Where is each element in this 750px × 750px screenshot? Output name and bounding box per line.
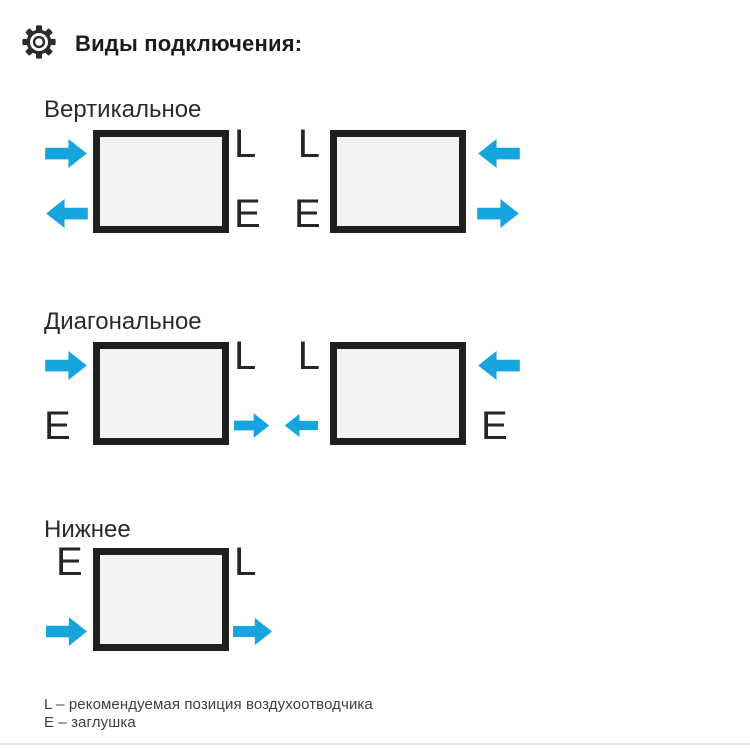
section-title-vertical: Вертикальное	[44, 96, 202, 123]
port-label-vent: L	[234, 540, 257, 584]
bottom-divider	[0, 743, 750, 745]
port-label-vent: L	[234, 334, 257, 378]
port-label-plug: E	[481, 404, 508, 448]
radiator-rect	[93, 548, 229, 651]
port-label-plug: E	[44, 404, 71, 448]
radiator-rect	[93, 130, 229, 233]
radiator-rect	[330, 342, 466, 445]
legend-line-plug: E – заглушка	[44, 714, 136, 731]
flow-out-arrow-icon	[284, 410, 318, 441]
flow-in-arrow-icon	[46, 616, 88, 647]
flow-in-arrow-icon	[45, 350, 88, 381]
port-label-plug: E	[294, 192, 321, 236]
port-label-plug: E	[56, 540, 83, 584]
section-title-diagonal: Диагональное	[44, 308, 202, 335]
radiator-rect	[93, 342, 229, 445]
flow-in-arrow-icon	[45, 138, 88, 169]
flow-out-arrow-icon	[45, 198, 88, 229]
flow-out-arrow-icon	[477, 198, 520, 229]
page-title: Виды подключения:	[75, 31, 303, 56]
legend-line-vent: L – рекомендуемая позиция воздухоотводчика	[44, 696, 373, 713]
port-label-plug: E	[234, 192, 261, 236]
port-label-vent: L	[234, 122, 257, 166]
gear-icon	[20, 23, 58, 61]
radiator-rect	[330, 130, 466, 233]
flow-in-arrow-icon	[477, 138, 520, 169]
flow-out-arrow-icon	[233, 616, 273, 647]
flow-in-arrow-icon	[477, 350, 520, 381]
flow-out-arrow-icon	[234, 410, 270, 441]
port-label-vent: L	[297, 122, 320, 166]
port-label-vent: L	[297, 334, 320, 378]
section-title-bottom: Нижнее	[44, 516, 131, 543]
